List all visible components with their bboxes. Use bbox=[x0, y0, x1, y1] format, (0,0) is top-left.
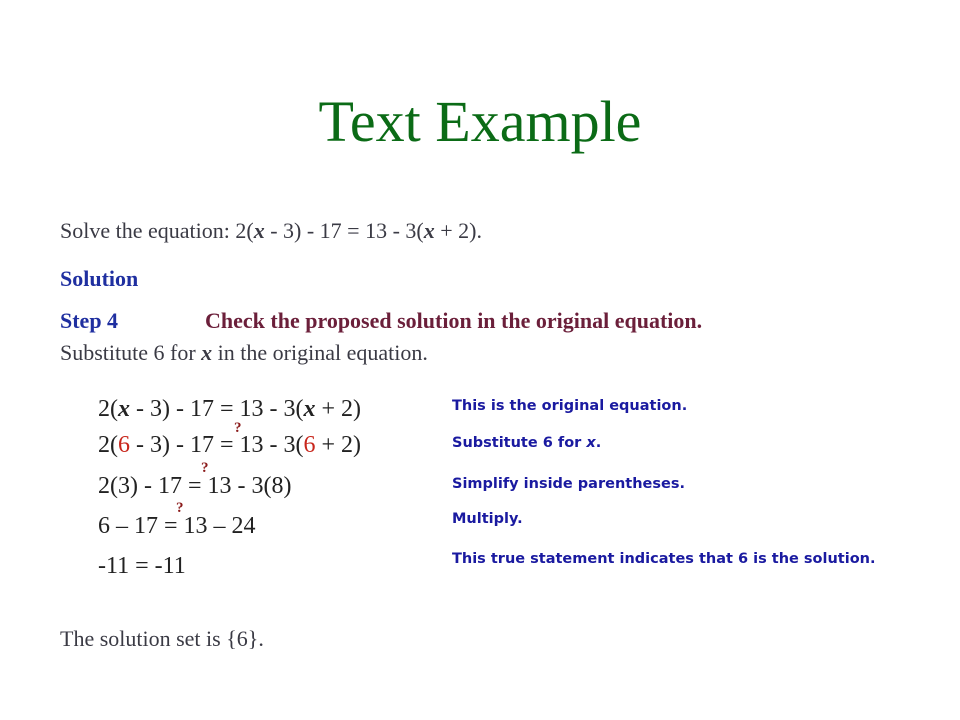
equation-line-5: -11 = -11 bbox=[98, 553, 186, 579]
note-multiply: Multiply. bbox=[452, 511, 523, 527]
equation-line-1: 2(x - 3) - 17 = 13 - 3(x + 2) bbox=[98, 396, 362, 422]
question-mark: ? bbox=[176, 500, 184, 516]
question-mark: ? bbox=[234, 420, 242, 436]
equation-line-3: 2(3) - 17 = 13 - 3(8) bbox=[98, 473, 292, 499]
note-substitute: Substitute 6 for x. bbox=[452, 435, 602, 451]
problem-statement: Solve the equation: 2(x - 3) - 17 = 13 - 3(x + 2). bbox=[60, 218, 482, 243]
substitute-instruction: Substitute 6 for x in the original equation. bbox=[60, 340, 428, 365]
equation-line-2: 2(6 - 3) - 17 = 13 - 3(6 + 2) bbox=[98, 432, 362, 458]
equation-line-4: 6 – 17 = 13 – 24 bbox=[98, 513, 256, 539]
note-simplify: Simplify inside parentheses. bbox=[452, 476, 685, 492]
question-mark: ? bbox=[201, 460, 209, 476]
note-true-statement: This true statement indicates that 6 is the solution. bbox=[452, 551, 876, 567]
slide-title: Text Example bbox=[318, 89, 642, 154]
step-label: Step 4 bbox=[60, 308, 119, 333]
conclusion: The solution set is {6}. bbox=[60, 626, 264, 651]
step-instruction: Check the proposed solution in the original equation. bbox=[205, 308, 703, 333]
note-original-equation: This is the original equation. bbox=[452, 398, 688, 414]
solution-label: Solution bbox=[60, 266, 139, 291]
